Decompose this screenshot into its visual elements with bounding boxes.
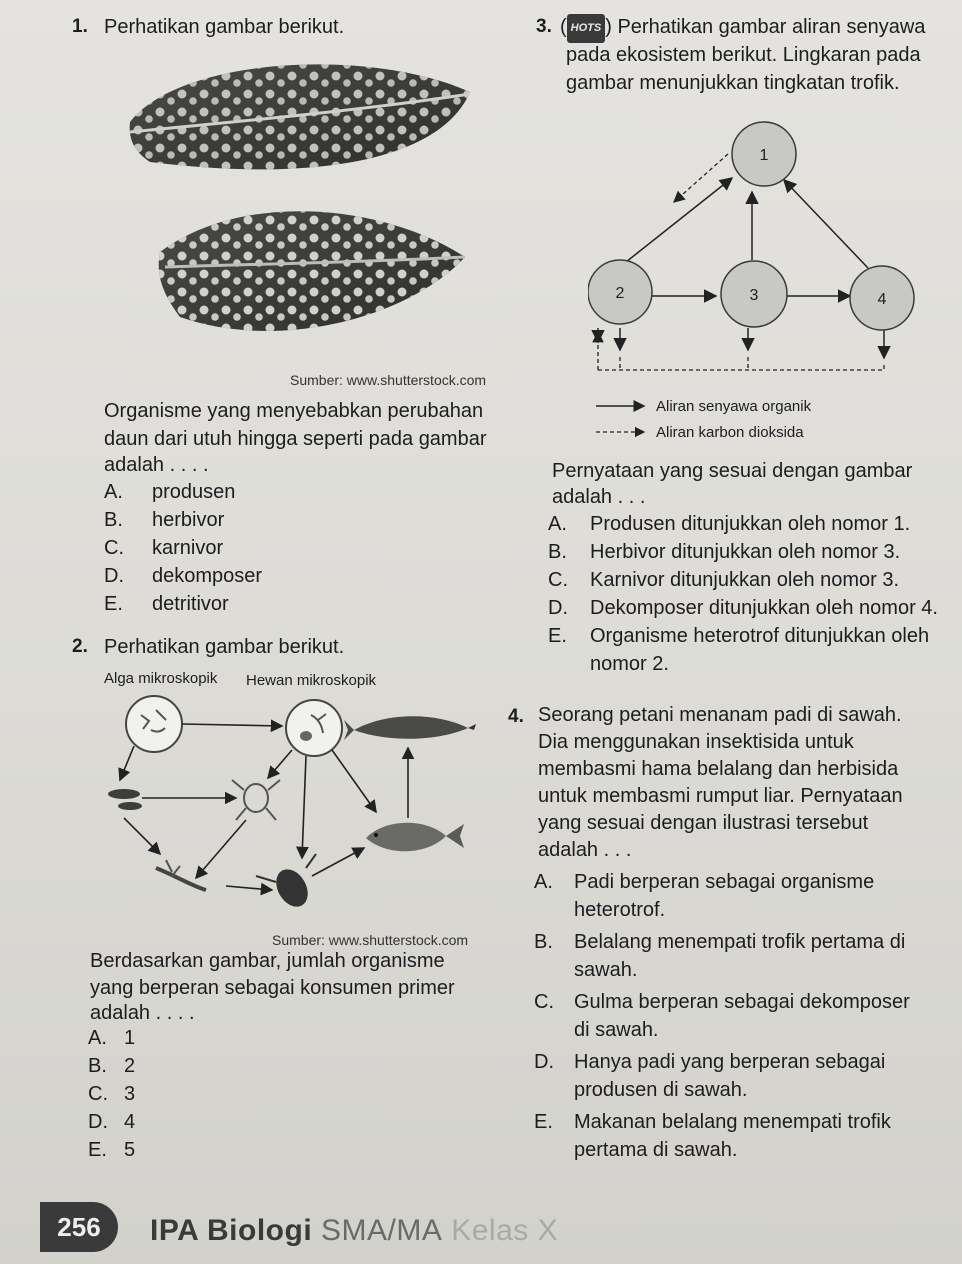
q2-prompt: Perhatikan gambar berikut. — [104, 636, 345, 658]
book-title-thin: SMA/MA — [321, 1214, 443, 1247]
q3-option-d[interactable] — [548, 594, 938, 622]
q3-option-a-text: Produsen ditunjukkan oleh nomor 1. — [590, 513, 911, 535]
q4-number: 4. — [508, 706, 524, 727]
q4-option-d-letter: D. — [534, 1051, 554, 1073]
q3-question-line1: Pernyataan yang sesuai dengan gambar — [552, 460, 913, 482]
q2-option-c[interactable] — [88, 1080, 135, 1108]
q4-option-e-text-cont: pertama di sawah. — [574, 1139, 738, 1161]
q3-option-d-text: Dekomposer ditunjukkan oleh nomor 4. — [590, 597, 938, 619]
book-title-bold: IPA Biologi — [150, 1214, 313, 1247]
q2-option-d-text: 4 — [124, 1111, 136, 1133]
q3-option-c-text: Karnivor ditunjukkan oleh nomor 3. — [590, 569, 900, 591]
q3-option-b[interactable] — [548, 538, 938, 566]
q3-option-e[interactable] — [548, 622, 938, 678]
q2-option-e-letter: E. — [88, 1139, 107, 1161]
pike-fish-image — [344, 716, 476, 740]
trophic-node-1 — [732, 122, 796, 186]
trophic-node-3 — [721, 261, 787, 327]
trophic-node-3-label: 3 — [749, 287, 759, 304]
q3-trophic-diagram — [588, 110, 918, 390]
q1-option-a-letter: A. — [104, 481, 123, 503]
q1-option-a[interactable] — [104, 478, 262, 506]
q3-legend-lines — [592, 398, 652, 438]
q1-option-e-letter: E. — [104, 593, 123, 615]
q2-option-b-letter: B. — [88, 1055, 107, 1077]
q1-question-line1: Organisme yang menyebabkan perubahan — [104, 400, 484, 422]
q3-legend-solid: Aliran senyawa organik — [656, 398, 812, 415]
water-insect-image — [232, 780, 280, 820]
q2-label-animals: Hewan mikroskopik — [246, 672, 377, 689]
q4-line4: untuk membasmi rumput liar. Pernyataan — [538, 785, 903, 807]
q3-option-a[interactable] — [548, 510, 938, 538]
upper-leaf-image — [130, 64, 470, 169]
q4-option-b-text-cont: sawah. — [574, 959, 638, 981]
q3-prompt-line2: pada ekosistem berikut. Lingkaran pada — [566, 44, 921, 66]
trophic-node-1-label: 1 — [759, 147, 769, 164]
q4-option-c-text-cont: di sawah. — [574, 1019, 659, 1041]
algae-circle — [126, 696, 182, 752]
q1-option-b[interactable] — [104, 506, 262, 534]
trophic-node-4-label: 4 — [877, 291, 887, 308]
q4-option-b[interactable] — [534, 928, 910, 984]
trophic-node-2-label: 2 — [615, 285, 625, 302]
q1-number: 1. — [72, 16, 88, 37]
q1-option-a-text: produsen — [152, 481, 236, 503]
q3-option-d-letter: D. — [548, 597, 568, 619]
q2-label-algae: Alga mikroskopik — [104, 670, 218, 687]
q3-option-b-letter: B. — [548, 541, 567, 563]
q4-option-c-text: Gulma berperan sebagai dekomposer — [574, 991, 910, 1013]
q1-prompt: Perhatikan gambar berikut. — [104, 16, 345, 38]
q4-line3: membasmi hama belalang dan herbisida — [538, 758, 899, 780]
q1-image-source: Sumber: www.shutterstock.com — [290, 372, 487, 388]
q3-prompt-line3: gambar menunjukkan tingkatan trofik. — [566, 72, 900, 94]
q4-option-d-text: Hanya padi yang berperan sebagai — [574, 1051, 886, 1073]
q1-option-c-text: karnivor — [152, 537, 224, 559]
q4-option-e[interactable] — [534, 1108, 910, 1164]
q2-question-line1: Berdasarkan gambar, jumlah organisme — [90, 950, 445, 972]
q4-option-b-text: Belalang menempati trofik pertama di — [574, 931, 906, 953]
q1-option-b-letter: B. — [104, 509, 123, 531]
trophic-node-4 — [850, 266, 914, 330]
q4-option-a-text-cont: heterotrof. — [574, 899, 666, 921]
book-title-fade: Kelas X — [451, 1214, 559, 1247]
q2-option-e-text: 5 — [124, 1139, 136, 1161]
trophic-node-2 — [588, 260, 652, 324]
q2-option-a-text: 1 — [124, 1027, 136, 1049]
q3-option-e-letter: E. — [548, 625, 567, 647]
q3-options — [548, 510, 938, 678]
q1-options — [104, 478, 262, 618]
book-title — [150, 1214, 558, 1248]
hots-badge: HOTS — [567, 14, 606, 43]
q1-option-c-letter: C. — [104, 537, 124, 559]
q4-option-c[interactable] — [534, 988, 910, 1044]
q4-option-d-text-cont: produsen di sawah. — [574, 1079, 748, 1101]
q2-option-a[interactable] — [88, 1024, 135, 1052]
q3-prompt-line1-wrap: ( HOTS ) Perhatikan gambar aliran senyawa — [560, 14, 925, 43]
q3-option-a-letter: A. — [548, 513, 567, 535]
q2-option-c-letter: C. — [88, 1083, 108, 1105]
q1-question-line3: adalah . . . . — [104, 454, 209, 476]
q3-option-e-text-cont: nomor 2. — [590, 653, 669, 675]
tadpole-image — [108, 789, 142, 810]
q1-option-b-text: herbivor — [152, 509, 225, 531]
q4-line2: Dia menggunakan insektisida untuk — [538, 731, 854, 753]
q4-option-b-letter: B. — [534, 931, 553, 953]
q3-option-c[interactable] — [548, 566, 938, 594]
q4-option-a-letter: A. — [534, 871, 553, 893]
q2-option-b[interactable] — [88, 1052, 135, 1080]
q1-option-e[interactable] — [104, 590, 262, 618]
q4-option-e-letter: E. — [534, 1111, 553, 1133]
q4-option-a-text: Padi berperan sebagai organisme — [574, 871, 875, 893]
q2-option-b-text: 2 — [124, 1055, 136, 1077]
q1-option-d[interactable] — [104, 562, 262, 590]
q4-line5: yang sesuai dengan ilustrasi tersebut — [538, 812, 869, 834]
page-number: 256 — [40, 1202, 118, 1252]
q2-number: 2. — [72, 636, 88, 657]
q4-option-c-letter: C. — [534, 991, 554, 1013]
q1-option-d-text: dekomposer — [152, 565, 263, 587]
q2-question-line2: yang berperan sebagai konsumen primer — [90, 977, 455, 999]
q2-option-c-text: 3 — [124, 1083, 136, 1105]
q4-line6: adalah . . . — [538, 839, 632, 861]
q3-prompt-line1: ) Perhatikan gambar aliran senyawa — [605, 16, 926, 38]
q3-number: 3. — [536, 16, 552, 37]
q1-question-line2: daun dari utuh hingga seperti pada gambar — [104, 428, 487, 450]
q1-option-c[interactable] — [104, 534, 262, 562]
q3-option-c-letter: C. — [548, 569, 568, 591]
q4-options — [534, 868, 910, 1164]
q2-option-d[interactable] — [88, 1108, 135, 1136]
q4-option-d[interactable] — [534, 1048, 910, 1104]
q3-option-e-text: Organisme heterotrof ditunjukkan oleh — [590, 625, 930, 647]
q2-options — [88, 1024, 135, 1164]
q2-question-line3: adalah . . . . — [90, 1002, 195, 1024]
q2-option-d-letter: D. — [88, 1111, 108, 1133]
zooplankton-circle — [286, 700, 342, 756]
q2-food-web-diagram — [96, 690, 476, 930]
q4-line1: Seorang petani menanam padi di sawah. — [538, 704, 902, 726]
q4-stem — [538, 702, 903, 864]
q4-option-a[interactable] — [534, 868, 910, 924]
q2-option-e[interactable] — [88, 1136, 135, 1164]
q2-option-a-letter: A. — [88, 1027, 107, 1049]
q2-image-source: Sumber: www.shutterstock.com — [272, 932, 469, 948]
lower-leaf-image — [159, 211, 465, 331]
beetle-image — [256, 854, 316, 912]
q1-leaf-photo — [110, 52, 480, 372]
carp-fish-image — [366, 823, 464, 852]
q3-legend-dashed: Aliran karbon dioksida — [656, 424, 804, 441]
q3-option-b-text: Herbivor ditunjukkan oleh nomor 3. — [590, 541, 901, 563]
q1-option-e-text: detritivor — [152, 593, 229, 615]
q3-question-line2: adalah . . . — [552, 486, 646, 508]
q4-option-e-text: Makanan belalang menempati trofik — [574, 1111, 891, 1133]
q1-option-d-letter: D. — [104, 565, 124, 587]
